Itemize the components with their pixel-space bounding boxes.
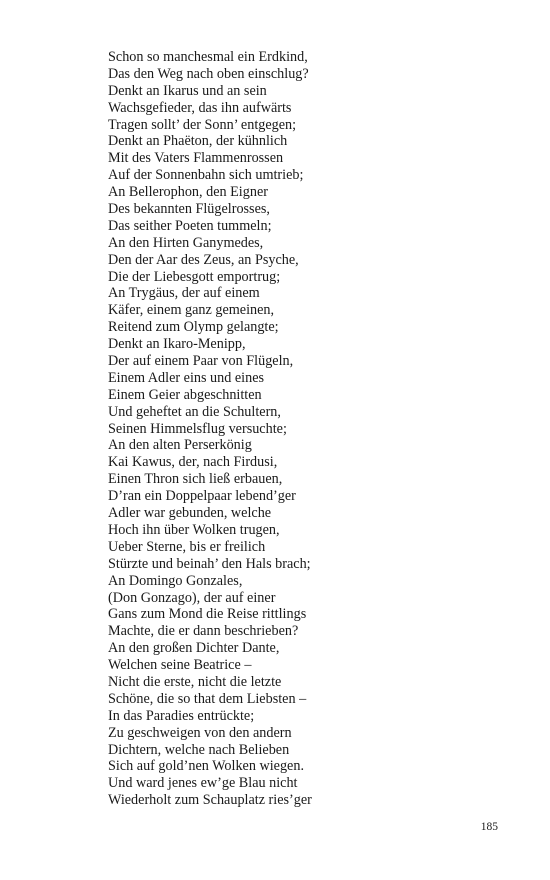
poem-line: Gans zum Mond die Reise rittlings	[108, 606, 307, 623]
poem-line: Sich auf gold’nen Wolken wiegen.	[108, 758, 304, 775]
poem-line: Auf der Sonnenbahn sich umtrieb;	[108, 167, 304, 184]
poem-line: Der auf einem Paar von Flügeln,	[108, 353, 294, 370]
poem-line: Denkt an Ikaro-Menipp,	[108, 336, 246, 353]
poem-line: Reitend zum Olymp gelangte;	[108, 319, 279, 336]
poem-line: Seinen Himmelsflug versuchte;	[108, 420, 287, 437]
poem-line: Und ward jenes ew’ge Blau nicht	[108, 775, 298, 792]
poem-line: Das seither Poeten tummeln;	[108, 217, 272, 234]
poem-line: Wiederholt zum Schauplatz ries’ger	[108, 792, 312, 809]
poem-line: In das Paradies entrückte;	[108, 707, 255, 724]
poem-line: Den der Aar des Zeus, an Psyche,	[108, 251, 299, 268]
poem-line: D’ran ein Doppelpaar lebend’ger	[108, 488, 296, 505]
poem-line: Ueber Sterne, bis er freilich	[108, 538, 266, 555]
poem-line: Einem Geier abgeschnitten	[108, 386, 262, 403]
poem-line: An Domingo Gonzales,	[108, 572, 243, 589]
poem-line: Tragen sollt’ der Sonn’ entgegen;	[108, 116, 297, 133]
poem-line: Nicht die erste, nicht die letzte	[108, 673, 282, 690]
poem-line: Des bekannten Flügelrosses,	[108, 201, 270, 218]
poem-line: Adler war gebunden, welche	[108, 505, 272, 522]
poem-line: Kai Kawus, der, nach Firdusi,	[108, 454, 278, 471]
poem-line: An den Hirten Ganymedes,	[108, 234, 264, 251]
page-number: 185	[480, 821, 498, 833]
poem-line: An den alten Perserkönig	[108, 437, 252, 454]
poem-line: Zu geschweigen von den andern	[108, 724, 292, 741]
poem-text-block	[108, 49, 312, 809]
poem-line: Wachsgefieder, das ihn aufwärts	[108, 99, 292, 116]
poem-line: Dichtern, welche nach Belieben	[108, 741, 290, 758]
poem-line: Stürzte und beinah’ den Hals brach;	[108, 555, 311, 572]
poem-line: Einem Adler eins und eines	[108, 369, 265, 386]
poem-line: Käfer, einem ganz gemeinen,	[108, 302, 275, 319]
poem-line: Denkt an Ikarus und an sein	[108, 82, 267, 99]
poem-line: An den großen Dichter Dante,	[108, 640, 280, 657]
poem-line: Welchen seine Beatrice –	[108, 657, 252, 674]
poem-line: Und geheftet an die Schultern,	[108, 403, 281, 420]
poem-line: Machte, die er dann beschrieben?	[108, 623, 299, 640]
poem-line: Schon so manchesmal ein Erdkind,	[108, 49, 308, 65]
poem-line: An Bellerophon, den Eigner	[108, 184, 268, 201]
poem-line: An Trygäus, der auf einem	[108, 285, 260, 302]
poem-line: Schöne, die so that dem Liebsten –	[108, 690, 307, 707]
poem-line: Die der Liebesgott emportrug;	[108, 268, 281, 285]
poem-line: (Don Gonzago), der auf einer	[108, 589, 276, 606]
poem-line: Denkt an Phaëton, der kühnlich	[108, 133, 288, 150]
poem-line: Einen Thron sich ließ erbauen,	[108, 471, 283, 488]
poem-line: Hoch ihn über Wolken trugen,	[108, 521, 280, 538]
poem-line: Mit des Vaters Flammenrossen	[108, 150, 284, 167]
poem-line: Das den Weg nach oben einschlug?	[108, 65, 309, 82]
